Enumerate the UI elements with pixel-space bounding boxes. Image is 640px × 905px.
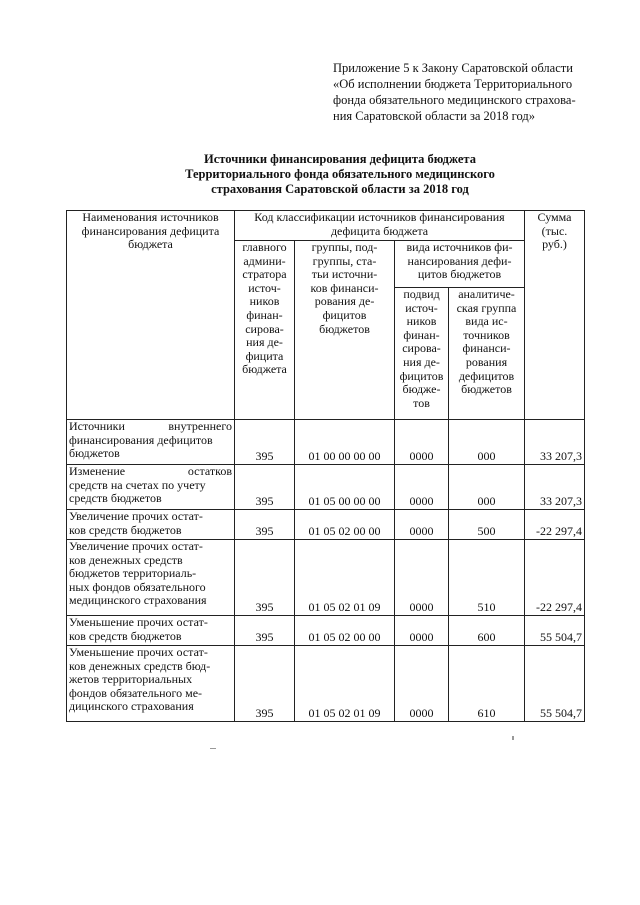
header-text: финансирования дефицита (81, 223, 220, 238)
row-name-line: средств бюджетов (69, 491, 162, 506)
row-code: 01 05 02 01 09 (295, 646, 395, 722)
row-admin: 395 (235, 465, 295, 510)
row-name-line: фондов обязательного ме- (69, 685, 203, 700)
row-name (67, 616, 235, 646)
header-text: бюджетов (319, 321, 370, 336)
row-code: 01 05 02 00 00 (295, 510, 395, 540)
row-code: 01 05 02 01 09 (295, 540, 395, 616)
table-row (67, 420, 585, 465)
header-code-group (235, 211, 525, 241)
row-name-line: ков денежных средств (69, 552, 183, 567)
row-name-word: внутреннего (168, 419, 232, 433)
row-code: 01 05 02 00 00 (295, 616, 395, 646)
row-name-line: медицинского страхования (69, 593, 207, 608)
header-text: главного (242, 240, 287, 254)
header-text: (тыс. (541, 223, 568, 238)
header-text: сирова- (245, 321, 284, 336)
header-text: вида источников фи- (406, 240, 513, 254)
row-subkind: 0000 (395, 540, 449, 616)
table-header (67, 211, 585, 420)
row-analytic: 000 (449, 420, 525, 465)
row-name-line: жетов территориальных (69, 672, 193, 687)
header-text: финанси- (462, 341, 511, 356)
header-text: фицитов (322, 307, 367, 322)
row-code: 01 05 00 00 00 (295, 465, 395, 510)
row-name (67, 540, 235, 616)
row-name-word: Изменение (69, 464, 126, 478)
row-admin: 395 (235, 510, 295, 540)
header-text: бюдже- (402, 382, 441, 397)
appendix-note (333, 60, 595, 124)
header-text: аналитиче- (458, 287, 515, 301)
header-text: рования де- (314, 294, 375, 309)
title-line: Источники финансирования дефицита бюджета (204, 152, 476, 166)
row-name-line: Увеличение прочих остат- (69, 539, 203, 553)
row-name-line: бюджетов территориаль- (69, 566, 197, 581)
appendix-line: Приложение 5 к Закону Саратовской области (333, 61, 573, 75)
header-text: ников (406, 314, 437, 329)
header-kind-group (395, 241, 525, 288)
row-amount: 55 504,7 (525, 646, 585, 722)
row-amount: 55 504,7 (525, 616, 585, 646)
row-name-line: ных фондов обязательного (69, 579, 206, 594)
deficit-sources-table (66, 210, 585, 722)
header-text: фицита (245, 348, 284, 363)
header-text: тьи источни- (311, 267, 378, 282)
appendix-line: фонда обязательного медицинского страхова- (333, 93, 576, 107)
row-admin: 395 (235, 646, 295, 722)
row-subkind: 0000 (395, 465, 449, 510)
header-subkind (395, 288, 449, 420)
row-name-line: ков денежных средств бюд- (69, 658, 211, 673)
row-amount: 33 207,3 (525, 420, 585, 465)
header-text: ков финанси- (310, 280, 379, 295)
row-analytic: 500 (449, 510, 525, 540)
row-name (67, 420, 235, 465)
row-name-line: ков средств бюджетов (69, 628, 182, 643)
title-line: страхования Саратовской области за 2018 год (211, 182, 469, 196)
table-row (67, 540, 585, 616)
header-text: руб.) (542, 237, 567, 252)
appendix-line: ния Саратовской области за 2018 год» (333, 109, 536, 123)
table-row (67, 616, 585, 646)
header-text: источ- (248, 280, 281, 295)
header-text: Сумма (537, 210, 572, 224)
row-name-line: Уменьшение прочих остат- (69, 615, 208, 629)
row-admin: 395 (235, 420, 295, 465)
table-row (67, 465, 585, 510)
header-text: стратора (242, 267, 287, 282)
header-text: нансирования дефи- (407, 253, 512, 268)
header-text: вида ис- (465, 314, 508, 329)
row-subkind: 0000 (395, 510, 449, 540)
header-text: тов (413, 395, 430, 410)
scan-speck (512, 736, 514, 740)
header-amount (525, 211, 585, 420)
row-admin: 395 (235, 616, 295, 646)
header-text: админи- (243, 253, 286, 268)
row-analytic: 600 (449, 616, 525, 646)
row-name-line: Уменьшение прочих остат- (69, 645, 208, 659)
header-name (67, 211, 235, 420)
header-text: финан- (403, 327, 440, 342)
header-text: точников (463, 327, 510, 342)
header-analytic (449, 288, 525, 420)
row-name (67, 510, 235, 540)
row-analytic: 000 (449, 465, 525, 510)
row-name-line: Увеличение прочих остат- (69, 509, 203, 523)
table-row (67, 646, 585, 722)
header-text: цитов бюджетов (417, 267, 502, 282)
header-text: группы, под- (311, 240, 378, 254)
table-body (67, 420, 585, 722)
header-text: фицитов (399, 368, 444, 383)
row-amount: 33 207,3 (525, 465, 585, 510)
header-text: дефицитов (458, 368, 515, 383)
row-name-word: Источники (69, 419, 125, 433)
header-text: ния де- (246, 335, 283, 350)
row-name (67, 465, 235, 510)
header-text: ская группа (456, 300, 517, 315)
document-title (160, 152, 520, 197)
row-admin: 395 (235, 540, 295, 616)
row-name-line (69, 420, 232, 434)
header-text: бюджета (128, 237, 173, 252)
header-text: ния де- (403, 354, 440, 369)
row-name-line: дицинского страхования (69, 699, 194, 714)
header-text: сирова- (402, 341, 441, 356)
row-subkind: 0000 (395, 616, 449, 646)
scan-speck (210, 748, 216, 749)
header-text: дефицита бюджета (330, 223, 429, 238)
row-name (67, 646, 235, 722)
header-admin (235, 241, 295, 420)
row-subkind: 0000 (395, 420, 449, 465)
row-analytic: 510 (449, 540, 525, 616)
row-analytic: 610 (449, 646, 525, 722)
header-text: Наименования источников (82, 210, 219, 224)
row-name-word: остатков (187, 464, 232, 478)
row-code: 01 00 00 00 00 (295, 420, 395, 465)
header-text: группы, ста- (312, 253, 377, 268)
header-text: финан- (246, 307, 283, 322)
row-subkind: 0000 (395, 646, 449, 722)
header-text: рования (465, 354, 508, 369)
row-name-line: средств на счетах по учету (69, 477, 206, 492)
header-group (295, 241, 395, 420)
row-name-line: ков средств бюджетов (69, 522, 182, 537)
row-amount: -22 297,4 (525, 540, 585, 616)
header-text: Код классификации источников финансирования (254, 210, 505, 224)
header-text: ников (249, 294, 280, 309)
header-text: бюджета (242, 362, 287, 377)
row-name-line: финансирования дефицитов (69, 432, 213, 447)
row-name-line (69, 465, 232, 479)
header-text: бюджетов (461, 382, 512, 397)
header-text: источ- (405, 300, 438, 315)
table-row (67, 510, 585, 540)
row-name-line: бюджетов (69, 446, 120, 461)
title-line: Территориального фонда обязательного медицинского (185, 167, 495, 181)
row-amount: -22 297,4 (525, 510, 585, 540)
appendix-line: «Об исполнении бюджета Территориального (333, 77, 573, 91)
header-text: подвид (403, 287, 440, 301)
